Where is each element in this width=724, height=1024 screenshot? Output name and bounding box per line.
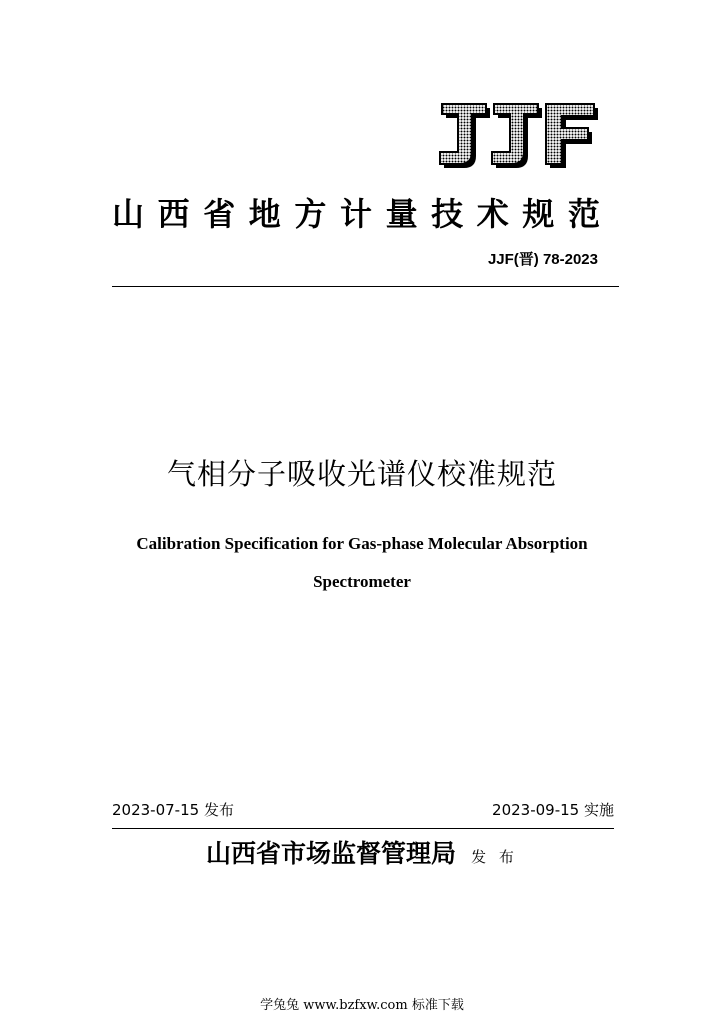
document-title-cn: 气相分子吸收光谱仪校准规范 xyxy=(166,457,557,491)
region-title-char: 西 xyxy=(157,195,190,233)
document-title-en-line1: Calibration Specification for Gas-phase Molecular Absorption xyxy=(136,534,588,553)
header-divider xyxy=(112,286,619,287)
implementation-date: 2023-09-15 实施 xyxy=(492,801,614,819)
document-title-en-line2: Spectrometer xyxy=(313,572,411,591)
region-title-char: 量 xyxy=(385,195,418,233)
publisher-line xyxy=(0,834,724,870)
region-title-char: 省 xyxy=(203,195,236,233)
watermark-text: 学兔兔 www.bzfxw.com 标准下载 xyxy=(260,998,464,1013)
logo-letter-j2 xyxy=(492,104,538,164)
region-title-char: 范 xyxy=(567,195,600,233)
region-title-char: 方 xyxy=(294,195,327,233)
region-standard-title xyxy=(112,190,600,234)
region-title-char: 术 xyxy=(476,195,509,233)
footer-divider xyxy=(112,828,614,829)
jjf-logo xyxy=(436,100,598,172)
standard-code: JJF(晋) 78-2023 xyxy=(487,251,598,268)
region-title-char: 计 xyxy=(339,195,372,233)
region-title-char: 规 xyxy=(522,195,555,233)
publish-label: 发 布 xyxy=(471,848,518,866)
region-title-char: 地 xyxy=(248,195,281,233)
region-title-char: 山 xyxy=(112,195,145,233)
logo-letter-f xyxy=(546,104,594,164)
logo-letter-j1 xyxy=(440,104,486,164)
region-title-char: 技 xyxy=(431,195,464,233)
publisher-name: 山西省市场监督管理局 xyxy=(206,839,457,868)
issue-date: 2023-07-15 发布 xyxy=(112,801,234,819)
